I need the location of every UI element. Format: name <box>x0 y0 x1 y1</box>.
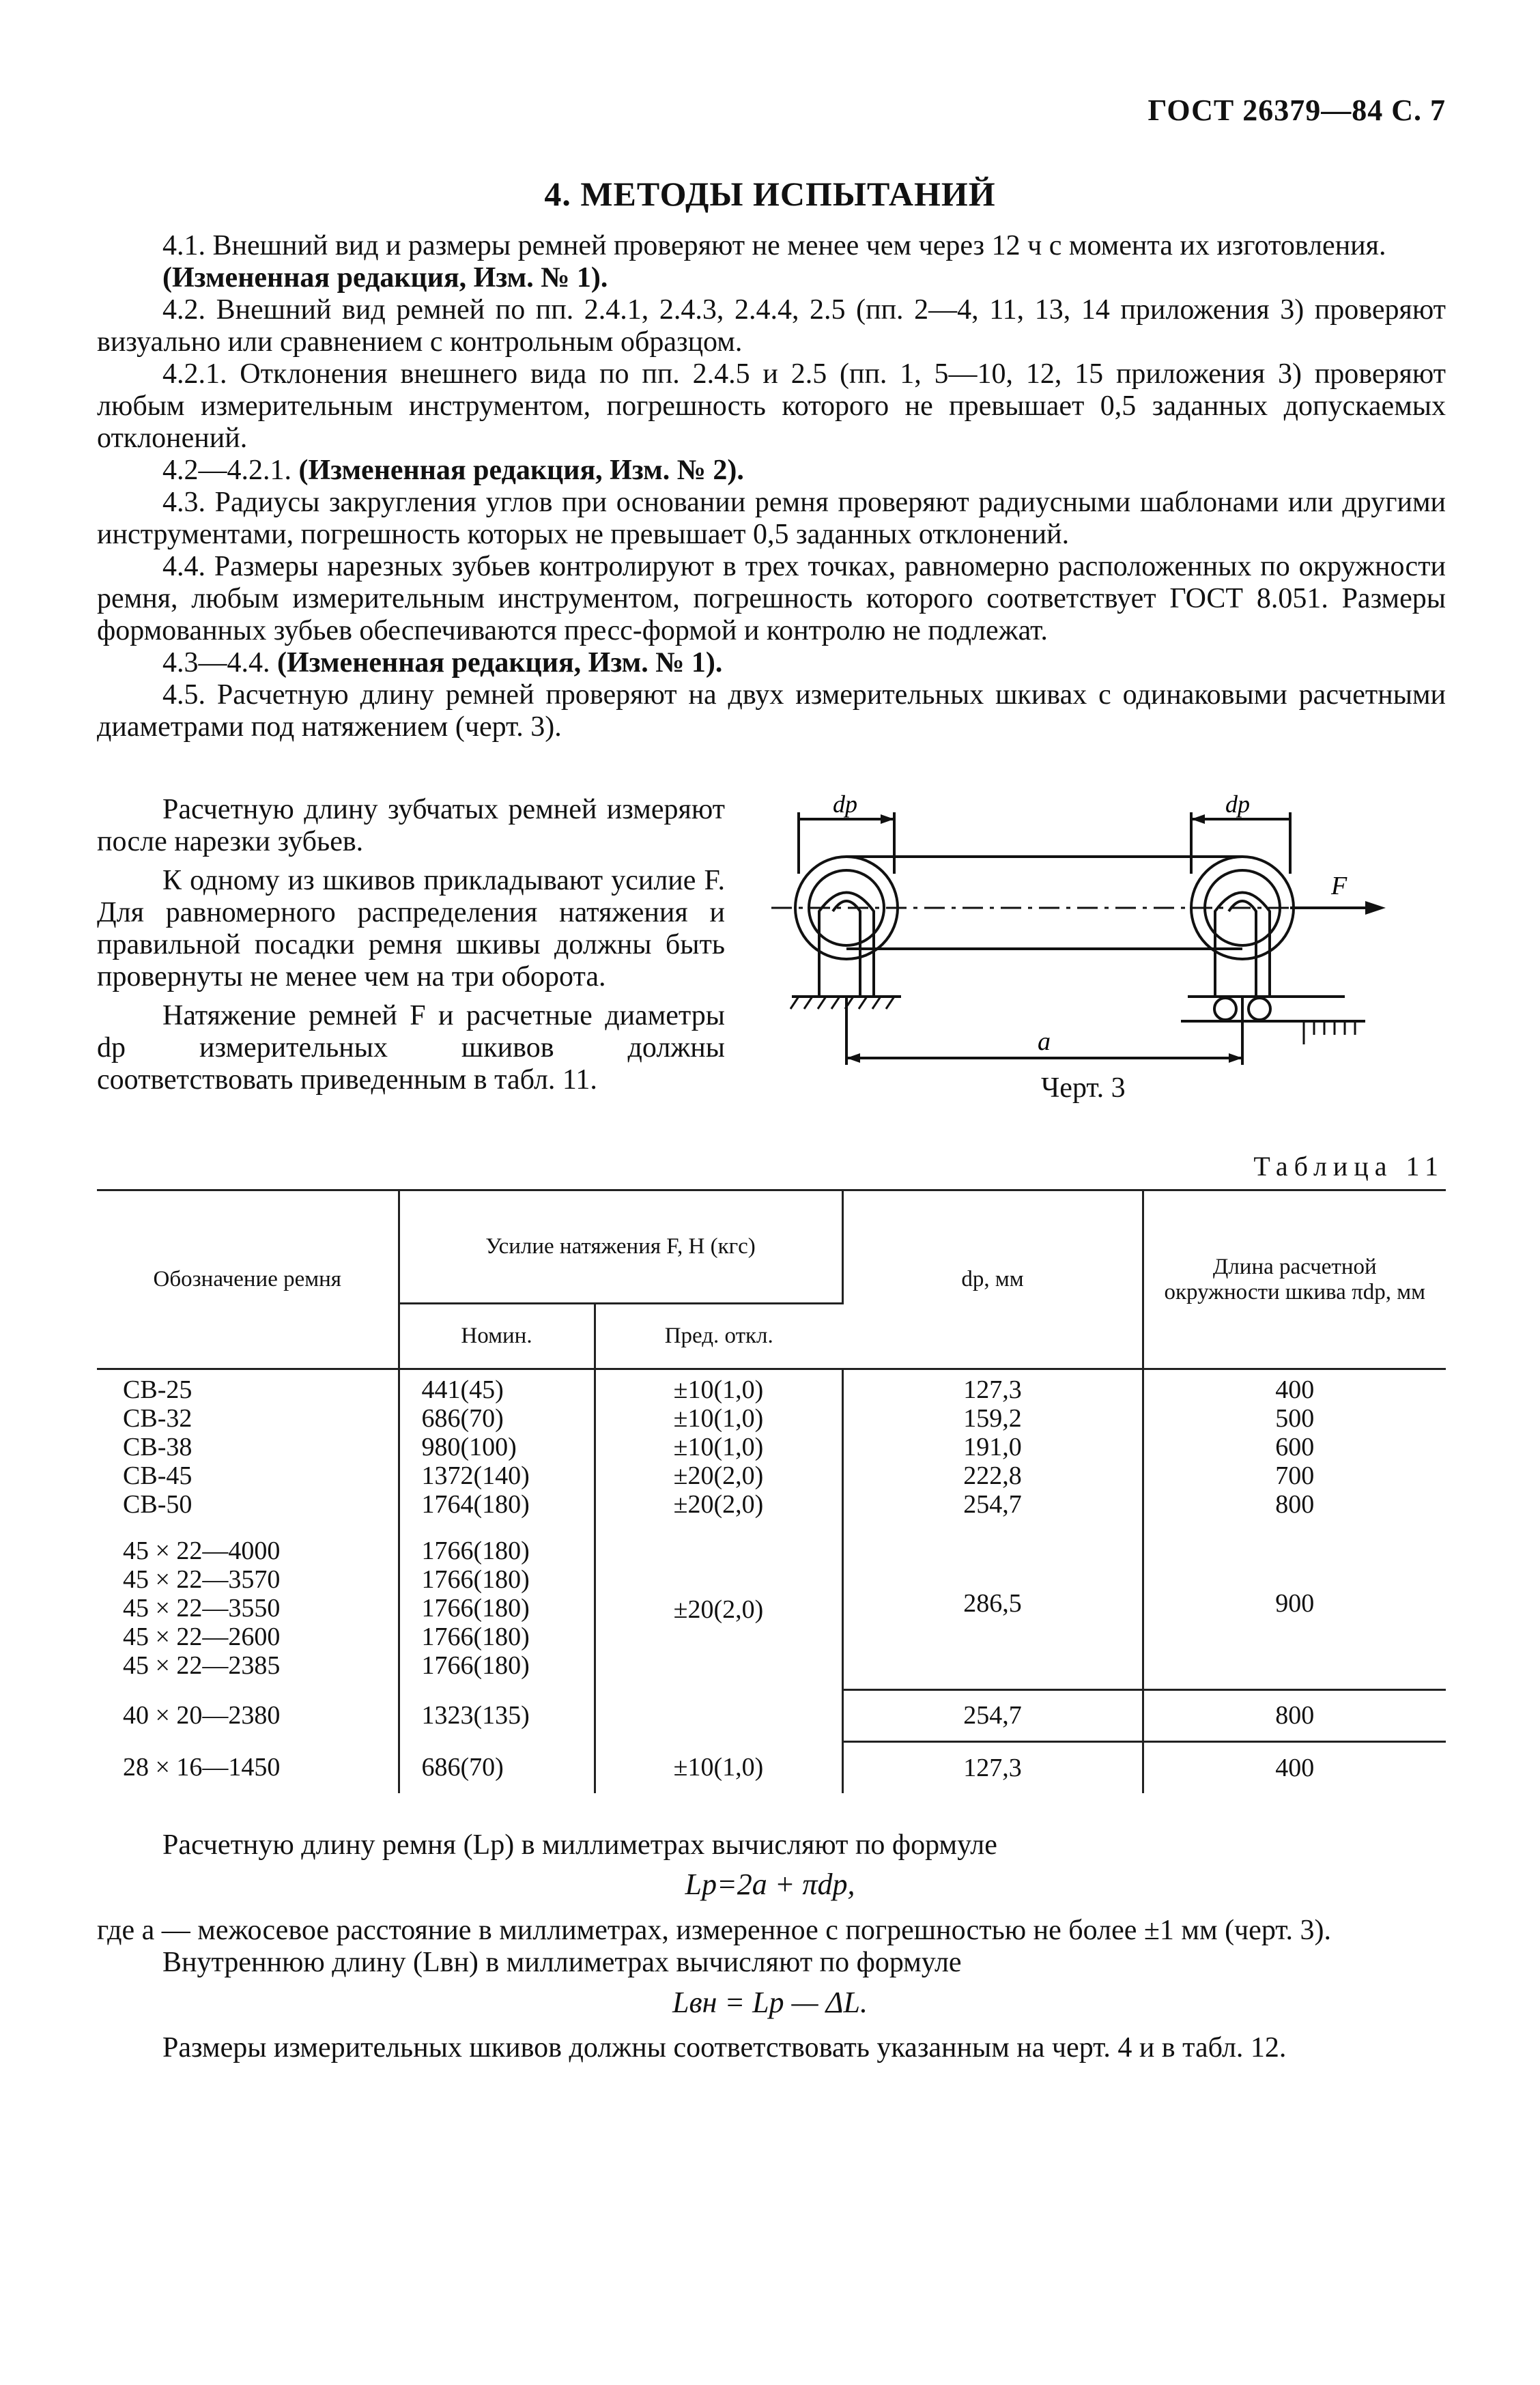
cell-nom: 1764(180) <box>421 1490 530 1519</box>
col-header-designation: Обозначение ремня <box>97 1190 399 1369</box>
cell-designation: СВ-50 <box>123 1490 192 1519</box>
table-11 <box>97 1189 1446 1793</box>
cell-dp: 159,2 <box>963 1404 1022 1433</box>
cell-tol: ±10(1,0) <box>595 1741 842 1793</box>
cell-dp: 127,3 <box>842 1741 1143 1793</box>
cell-tol: ±20(2,0) <box>673 1461 764 1490</box>
amendment-note: (Измененная редакция, Изм. № 1). <box>162 262 608 294</box>
formula-inner-length: Lвн = Lр — ΔL. <box>672 1986 868 2019</box>
cell-nom: 1766(180) <box>421 1623 530 1651</box>
label-a: a <box>1038 1027 1051 1056</box>
cell-designation: СВ-25 <box>123 1375 192 1404</box>
cell-nom: 980(100) <box>421 1433 517 1461</box>
where-text: где a — межосевое расстояние в миллиметрах, измеренное с погрешностью не более ±1 мм (черт. 3). <box>97 1915 1331 1946</box>
col-header-nom: Номин. <box>399 1304 595 1369</box>
para-4-2-1: 4.2.1. Отклонения внешнего вида по пп. 2.4.5 и 2.5 (пп. 1, 5—10, 12, 15 приложения 3) проверяют любым измерительным инструментом, погрешность которого не превышает 0,5 заданных допускаемых отклонений. <box>97 358 1446 454</box>
cell-dp: 254,7 <box>842 1689 1143 1741</box>
para-4-3: 4.3. Радиусы закругления углов при основании ремня проверяют радиусными шаблонами или другими инструментами, погрешность которых не превышает 0,5 заданных отклонений. <box>97 487 1446 550</box>
amendment-range: 4.3—4.4. <box>162 647 270 679</box>
cell-nom: 1372(140) <box>421 1461 530 1490</box>
cell-tol: ±10(1,0) <box>673 1433 764 1461</box>
left-para-1: Расчетную длину зубчатых ремней измеряют после нарезки зубьев. <box>97 794 725 857</box>
cell-nom: 1766(180) <box>421 1651 530 1680</box>
amendment-note: (Измененная редакция, Изм. № 1). <box>277 647 723 679</box>
left-para-2: К одному из шкивов прикладывают усилие F. Для равномерного распределения натяжения и правильной посадки ремня шкивы должны быть провернуты не менее чем на три оборота. <box>97 865 725 992</box>
cell-designation: 45 × 22—3550 <box>123 1594 281 1623</box>
cell-nom: 686(70) <box>421 1404 504 1433</box>
table-row-group-1 <box>97 1369 1446 1519</box>
figure-caption: Черт. 3 <box>1041 1072 1126 1104</box>
table-caption: Таблица 11 <box>1253 1151 1444 1182</box>
left-column-text <box>97 794 725 1103</box>
table-row-group-2 <box>97 1519 1446 1689</box>
cell-designation: 45 × 22—2385 <box>123 1651 281 1680</box>
cell-length: 600 <box>1275 1433 1315 1461</box>
final-text: Размеры измерительных шкивов должны соответствовать указанным на черт. 4 и в табл. 12. <box>162 2032 1287 2063</box>
cell-nom: 686(70) <box>399 1741 595 1793</box>
cell-length: 800 <box>1143 1689 1446 1741</box>
cell-length: 800 <box>1275 1490 1315 1519</box>
cell-nom: 441(45) <box>421 1375 504 1404</box>
final-block <box>97 2032 1446 2064</box>
para-4-5: 4.5. Расчетную длину ремней проверяют на двух измерительных шкивах с одинаковыми расчетными диаметрами под натяжением (черт. 3). <box>97 679 1446 743</box>
cell-designation: 45 × 22—2600 <box>123 1623 281 1651</box>
cell-tol: ±10(1,0) <box>673 1375 764 1404</box>
cell-designation: 45 × 22—4000 <box>123 1537 281 1565</box>
calc-intro: Расчетную длину ремня (Lр) в миллиметрах вычисляют по формуле <box>162 1829 997 1861</box>
cell-tol: ±20(2,0) <box>673 1490 764 1519</box>
cell-tol: ±20(2,0) <box>595 1519 842 1741</box>
col-header-force: Усилие натяжения F, Н (кгс) <box>399 1190 842 1304</box>
cell-nom: 1323(135) <box>399 1689 595 1741</box>
section-title: 4. МЕТОДЫ ИСПЫТАНИЙ <box>544 175 996 213</box>
body-text-top <box>97 230 1446 743</box>
cell-nom: 1766(180) <box>421 1594 530 1623</box>
amendment-note: (Измененная редакция, Изм. № 2). <box>298 455 744 486</box>
label-dp-left: dp <box>833 792 857 818</box>
cell-length: 400 <box>1275 1375 1315 1404</box>
para-4-1: 4.1. Внешний вид и размеры ремней проверяют не менее чем через 12 ч с момента их изготовления. <box>162 230 1386 261</box>
cell-length: 500 <box>1275 1404 1315 1433</box>
calc-intro-block <box>97 1829 1446 1861</box>
col-header-length: Длина расчетной окружности шкива πdр, мм <box>1143 1190 1446 1369</box>
label-force: F <box>1331 872 1348 900</box>
cell-nom: 1766(180) <box>421 1537 530 1565</box>
cell-dp: 191,0 <box>963 1433 1022 1461</box>
cell-nom: 1766(180) <box>421 1565 530 1594</box>
cell-dp: 286,5 <box>842 1519 1143 1689</box>
cell-length: 900 <box>1275 1589 1315 1618</box>
cell-dp: 222,8 <box>963 1461 1022 1490</box>
cell-designation: 40 × 20—2380 <box>97 1689 399 1741</box>
inner-intro: Внутреннюю длину (Lвн) в миллиметрах вычисляют по формуле <box>162 1947 962 1978</box>
page-header: ГОСТ 26379—84 С. 7 <box>1147 94 1446 127</box>
calc-where-block <box>97 1915 1446 1979</box>
cell-tol: ±10(1,0) <box>673 1404 764 1433</box>
amendment-range: 4.2—4.2.1. <box>162 455 291 486</box>
cell-dp: 254,7 <box>963 1490 1022 1519</box>
label-dp-right: dp <box>1225 792 1250 818</box>
cell-length: 400 <box>1143 1741 1446 1793</box>
cell-designation: СВ-38 <box>123 1433 192 1461</box>
cell-length: 700 <box>1275 1461 1315 1490</box>
para-4-4: 4.4. Размеры нарезных зубьев контролируют в трех точках, равномерно расположенных по окружности ремня, любым измерительным инструментом, погрешность которого соответствует ГОСТ 8.051. Размеры формованных зубьев обеспечиваются пресс-формой и контролю не подлежат. <box>97 551 1446 646</box>
col-header-tol: Пред. откл. <box>595 1304 842 1369</box>
cell-designation: 28 × 16—1450 <box>97 1741 399 1793</box>
col-header-dp: dр, мм <box>842 1190 1143 1369</box>
left-para-3: Натяжение ремней F и расчетные диаметры dр измерительных шкивов должны соответствовать приведенным в табл. 11. <box>97 1000 725 1096</box>
cell-dp: 127,3 <box>963 1375 1022 1404</box>
cell-designation: 45 × 22—3570 <box>123 1565 281 1594</box>
table-row-group-4 <box>97 1741 1446 1793</box>
formula-belt-length: Lр=2a + πdр, <box>685 1868 855 1901</box>
cell-designation: СВ-32 <box>123 1404 192 1433</box>
para-4-2: 4.2. Внешний вид ремней по пп. 2.4.1, 2.4.3, 2.4.4, 2.5 (пп. 2—4, 11, 13, 14 приложения 3) проверяют визуально или сравнением с контрольным образцом. <box>97 294 1446 358</box>
figure-belt-measurement-diagram <box>771 792 1386 1113</box>
cell-designation: СВ-45 <box>123 1461 192 1490</box>
